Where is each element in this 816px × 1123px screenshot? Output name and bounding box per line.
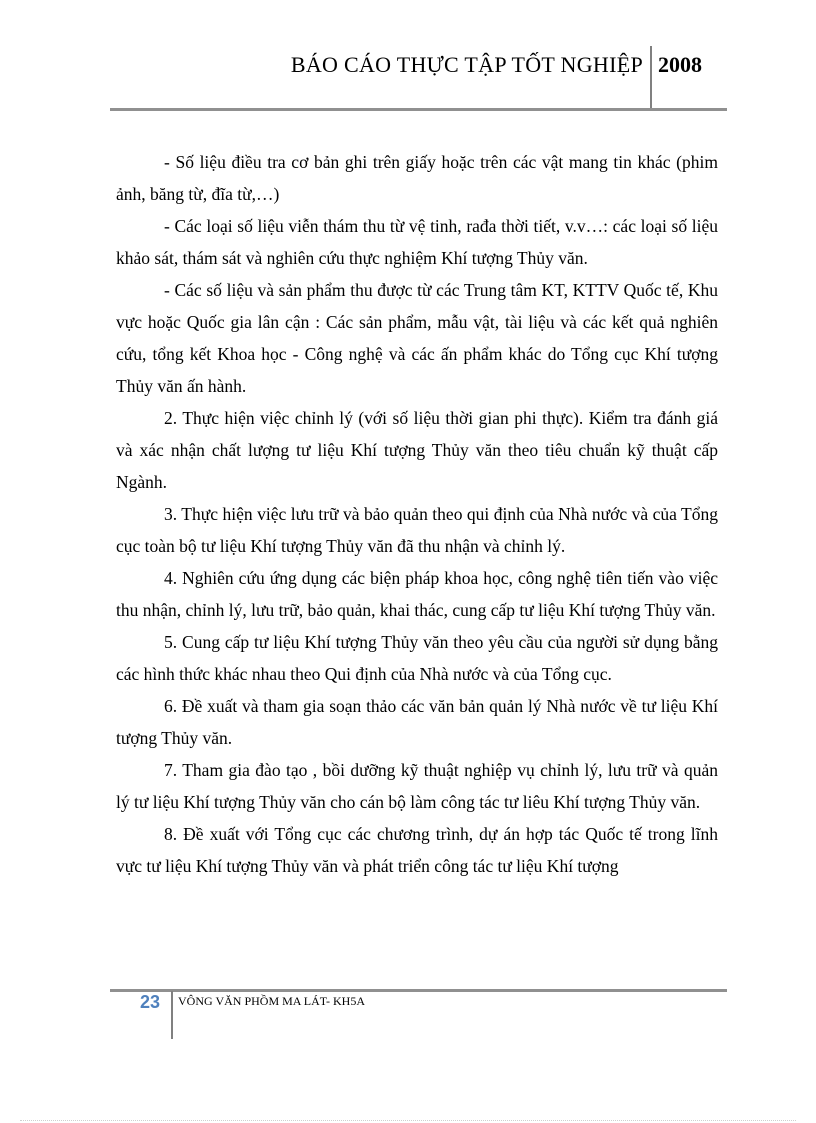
paragraph: 8. Đề xuất với Tổng cục các chương trình, dự án hợp tác Quốc tế trong lĩnh vực tư liệu Khí tượng Thủy văn và phát triển công tác tư liệu Khí tượng (116, 824, 718, 876)
document-title: BÁO CÁO THỰC TẬP TỐT NGHIỆP (290, 52, 643, 77)
paragraph: 4. Nghiên cứu ứng dụng các biện pháp khoa học, công nghệ tiên tiến vào việc thu nhận, chỉnh lý, lưu trữ, bảo quản, khai thác, cung cấp tư liệu Khí tượng Thủy văn. (116, 568, 718, 620)
paragraph: 6. Đề xuất và tham gia soạn thảo các văn bản quản lý Nhà nước về tư liệu Khí tượng Thủy văn. (116, 696, 718, 748)
paragraph: 3. Thực hiện việc lưu trữ và bảo quản theo qui định của Nhà nước và của Tổng cục toàn bộ tư liệu Khí tượng Thủy văn đã thu nhận và chỉnh lý. (116, 504, 718, 556)
paragraph: - Các số liệu và sản phẩm thu được từ các Trung tâm KT, KTTV Quốc tế, Khu vực hoặc Quốc gia lân cận : Các sản phẩm, mẫu vật, tài liệu và các kết quả nghiên cứu, tổng kết Khoa học - Công nghệ và các ấn phẩm khác do Tổng cục Khí tượng Thủy văn ấn hành. (116, 280, 718, 396)
document-year: 2008 (658, 52, 702, 77)
footer-rule (110, 989, 727, 992)
paragraph: 2. Thực hiện việc chỉnh lý (với số liệu thời gian phi thực). Kiểm tra đánh giá và xác nhận chất lượng tư liệu Khí tượng Thủy văn theo tiêu chuẩn kỹ thuật cấp Ngành. (116, 408, 718, 492)
paragraph: 5. Cung cấp tư liệu Khí tượng Thủy văn theo yêu cầu của người sử dụng bằng các hình thức khác nhau theo Qui định của Nhà nước và của Tổng cục. (116, 632, 718, 684)
page-edge (20, 1120, 796, 1121)
paragraph: - Số liệu điều tra cơ bản ghi trên giấy hoặc trên các vật mang tin khác (phim ảnh, băng từ, đĩa từ,…) (116, 152, 718, 204)
paragraph: 7. Tham gia đào tạo , bồi dưỡng kỹ thuật nghiệp vụ chỉnh lý, lưu trữ và quản lý tư liệu Khí tượng Thủy văn cho cán bộ làm công tác tư liêu Khí tượng Thủy văn. (116, 760, 718, 812)
footer-divider (171, 991, 173, 1039)
header-rule (110, 108, 727, 111)
footer-author: VÔNG VĂN PHỒM MA LÁT- KH5A (178, 994, 366, 1008)
body-text (116, 146, 718, 882)
paragraph: - Các loại số liệu viễn thám thu từ vệ tinh, rađa thời tiết, v.v…: các loại số liệu khảo sát, thám sát và nghiên cứu thực nghiệm Khí tượng Thủy văn. (116, 216, 718, 268)
header-divider (650, 46, 652, 108)
page-number: 23 (140, 992, 161, 1012)
